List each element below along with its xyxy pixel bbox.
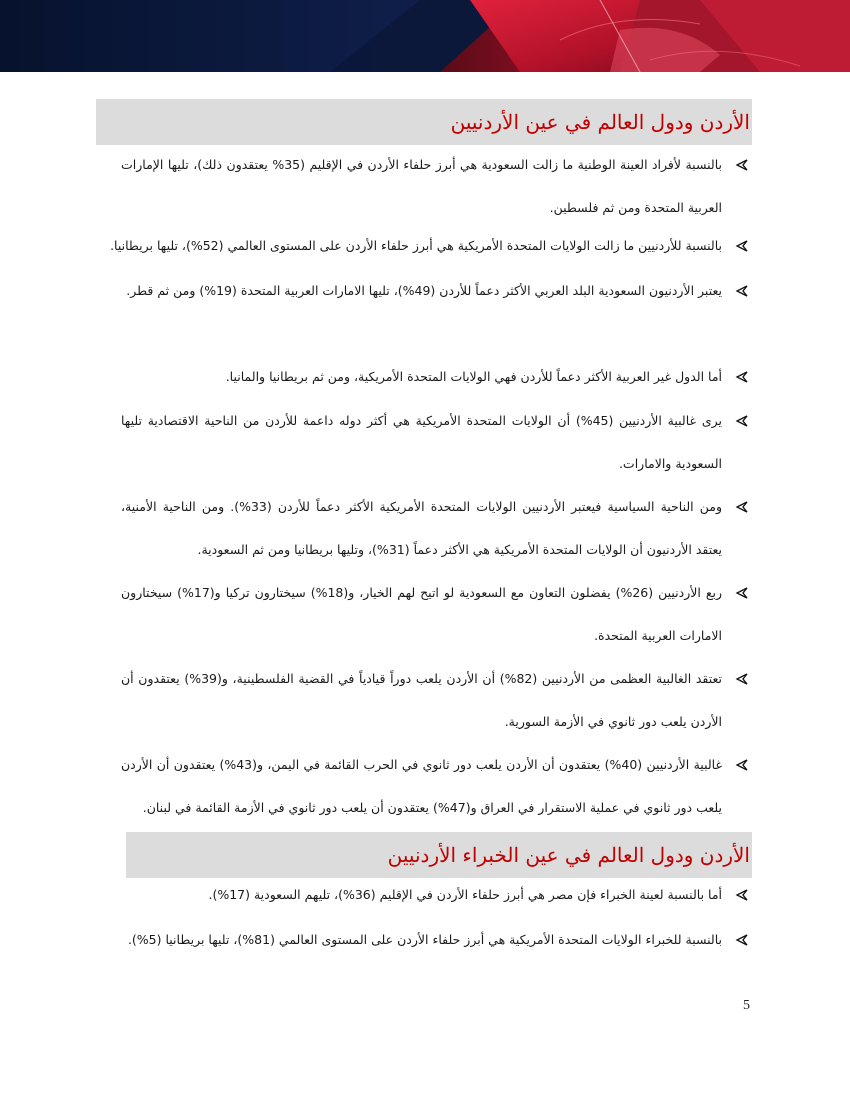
bullet-item: بالنسبة للخبراء الولايات المتحدة الأمريكية هي أبرز حلفاء الأردن على المستوى العالمي (81%)، تليها بريطانيا (5%). (127, 932, 722, 947)
arrowhead-bullet-icon (735, 500, 749, 514)
arrowhead-bullet-icon (735, 158, 749, 172)
bullet-item: بالنسبة لأفراد العينة الوطنية ما زالت السعودية هي أبرز حلفاء الأردن في الإقليم (35% يعتقدون ذلك)، تليها الإمارات العربية المتحدة ومن ثم فلسطين. (121, 157, 722, 215)
arrowhead-bullet-icon (735, 239, 749, 253)
bullet-item: ربع الأردنيين (26%) يفضلون التعاون مع السعودية لو اتيح لهم الخيار، و(18%) سيختارون تركيا و(17%) سيختارون الامارات العربية المتحدة. (121, 585, 722, 643)
arrowhead-bullet-icon (735, 888, 749, 902)
bullet-item: بالنسبة للأردنيين ما زالت الولايات المتحدة الأمريكية هي أبرز حلفاء الأردن على المستوى العالمي (52%)، تليها بريطانيا. (110, 238, 722, 253)
section-heading-text: الأردن ودول العالم في عين الأردنيين (450, 110, 750, 134)
bullet-item: ومن الناحية السياسية فيعتبر الأردنيين الولايات المتحدة الأمريكية الأكثر دعماً للأردن (33%). ومن الناحية الأمنية، يعتقد الأردنيون أن الولايات المتحدة الأمريكية هي الأكثر دعماً (31%)، وتليها بريطانيا ومن ثم السعودية. (121, 499, 722, 557)
arrowhead-bullet-icon (735, 933, 749, 947)
arrowhead-bullet-icon (735, 758, 749, 772)
bullet-item: غالبية الأردنيين (40%) يعتقدون أن الأردن يلعب دور ثانوي في الحرب القائمة في اليمن، و(43%) يعتقدون أن الأردن يلعب دور ثانوي في عملية الاستقرار في العراق و(47%) يعتقدون أن يلعب دور ثانوي في الأزمة القائمة في لبنان. (121, 757, 723, 815)
header-banner (0, 0, 850, 72)
arrowhead-bullet-icon (735, 370, 749, 384)
arrowhead-bullet-icon (735, 672, 749, 686)
page-number: 5 (743, 998, 750, 1013)
bullet-item: تعتقد الغالبية العظمى من الأردنيين (82%) أن الأردن يلعب دوراً قيادياً في القضية الفلسطينية، و(39%) يعتقدون أن الأردن يلعب دور ثانوي في الأزمة السورية. (121, 671, 723, 729)
bullet-item: أما بالنسبة لعينة الخبراء فإن مصر هي أبرز حلفاء الأردن في الإقليم (36%)، تليهم السعودية (17%). (208, 887, 722, 902)
section-heading (126, 832, 752, 878)
bullet-item: أما الدول غير العربية الأكثر دعماً للأردن فهي الولايات المتحدة الأمريكية، ومن ثم بريطانيا والمانيا. (225, 369, 722, 384)
header-banner-graphic (0, 0, 850, 72)
section-heading-text: الأردن ودول العالم في عين الخبراء الأردنيين (387, 843, 750, 867)
bullet-item: يرى غالبية الأردنيين (45%) أن الولايات المتحدة الأمريكية هي أكثر دوله داعمة للأردن من الناحية الاقتصادية تليها السعودية والامارات. (121, 413, 722, 471)
arrowhead-bullet-icon (735, 284, 749, 298)
bullet-item: يعتبر الأردنيون السعودية البلد العربي الأكثر دعماً للأردن (49%)، تليها الامارات العربية المتحدة (19%) ومن ثم قطر. (126, 283, 722, 298)
arrowhead-bullet-icon (735, 414, 749, 428)
arrowhead-bullet-icon (735, 586, 749, 600)
section-heading (96, 99, 752, 145)
